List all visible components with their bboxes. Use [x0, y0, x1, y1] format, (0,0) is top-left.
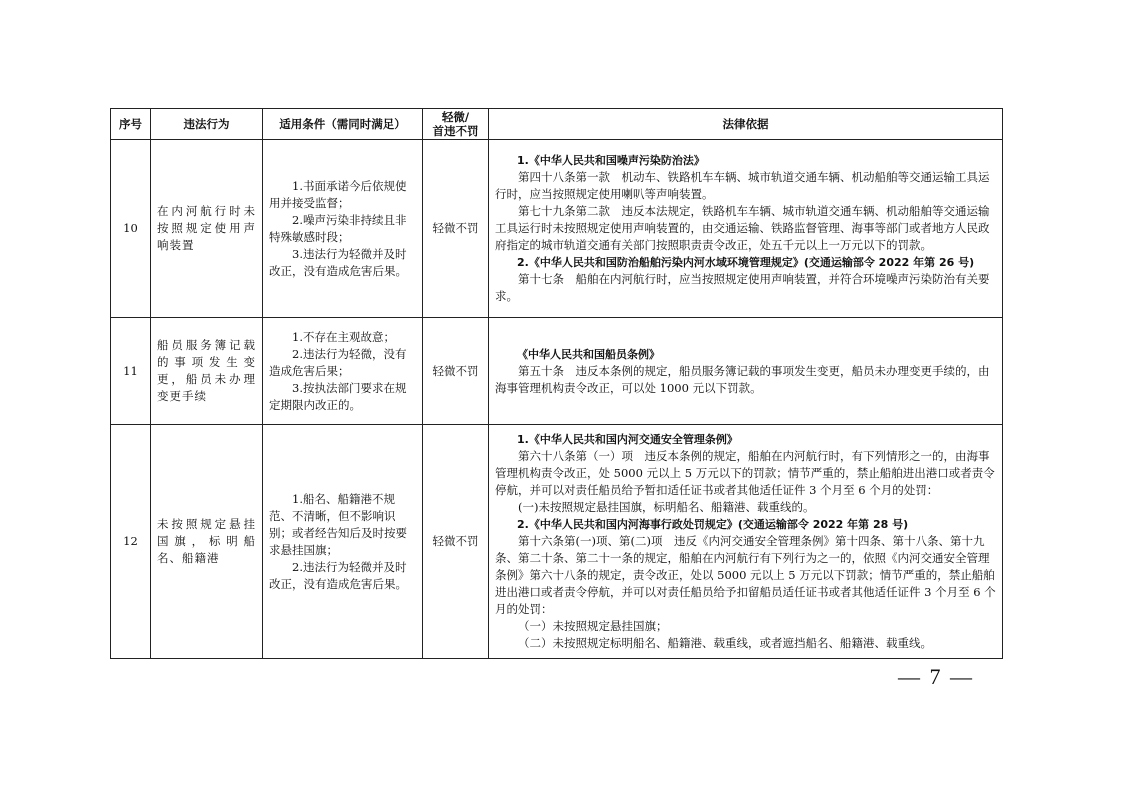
- condition-item: 2.违法行为轻微并及时改正，没有造成危害后果。: [269, 559, 407, 591]
- table-header-row: [111, 109, 1003, 140]
- conditions-cell: [263, 318, 423, 425]
- header-law: 法律依据: [489, 109, 1003, 140]
- row-number: 11: [111, 318, 151, 425]
- penalty-table: [110, 108, 1003, 659]
- law-clause: 第十六条第(一)项、第(二)项 违反《内河交通安全管理条例》第十四条、第十八条、第十九条、第二十条、第二十一条的规定，船舶在内河航行有下列行为之一的，依照《内河交通安全管理条例》第六十八条的规定，责令改正，处以 5000 元以上 5 万元以下罚款；情节严重的，禁止船舶进出港口或者责令停航，并可以对责任船员给予扣留船员适任证书或者其他适任证件 3 个月至 6 个月的处罚：: [495, 534, 996, 616]
- law-clause: 第七十九条第二款 违反本法规定，铁路机车车辆、城市轨道交通车辆、机动船舶等交通运输工具运行时未按照规定使用声响装置的，由交通运输、铁路监督管理、海事等部门或者地方人民政府指定的城市轨道交通有关部门按照职责责令改正，处五千元以上一万元以下的罚款。: [495, 204, 990, 252]
- table-row: [111, 140, 1003, 318]
- table-row: [111, 318, 1003, 425]
- condition-item: 3.按执法部门要求在规定期限内改正的。: [269, 380, 407, 412]
- legal-basis-cell: [489, 318, 1003, 425]
- law-clause: （一）未按照规定悬挂国旗；: [518, 619, 668, 633]
- penalty-type-cell: 轻微不罚: [423, 140, 489, 318]
- law-title: 《中华人民共和国船员条例》: [517, 347, 660, 361]
- row-number: 10: [111, 140, 151, 318]
- header-cond: 适用条件（需同时满足）: [263, 109, 423, 140]
- law-title: 1.《中华人民共和国噪声污染防治法》: [517, 154, 705, 167]
- law-clause: （二）未按照规定标明船名、船籍港、载重线，或者遮挡船名、船籍港、载重线。: [518, 636, 932, 650]
- violation-cell: 在内河航行时未按照规定使用声响装置: [151, 140, 263, 318]
- header-no: 序号: [111, 109, 151, 140]
- violation-cell: 船员服务簿记载的事项发生变更，船员未办理变更手续: [151, 318, 263, 425]
- conditions-cell: [263, 425, 423, 659]
- condition-item: 1.书面承诺今后依规使用并接受监督；: [269, 178, 407, 210]
- law-clause: 第六十八条第（一）项 违反本条例的规定，船舶在内河航行时，有下列情形之一的，由海事管理机构责令改正，处 5000 元以上 5 万元以下的罚款；情节严重的，禁止船舶进出港口或者责令停航，并可以对责任船员给予暂扣适任证书或者其他适任证件 3 个月至 6 个月的处罚：: [495, 449, 995, 497]
- row-number: 12: [111, 425, 151, 659]
- condition-item: 1.船名、船籍港不规范、不清晰，但不影响识别；或者经告知后及时按要求悬挂国旗；: [269, 491, 407, 557]
- law-title: 1.《中华人民共和国内河交通安全管理条例》: [517, 433, 738, 446]
- header-type-line1: 轻微/: [441, 110, 470, 124]
- law-title: 2.《中华人民共和国内河海事行政处罚规定》(交通运输部令 2022 年第 28 号): [517, 518, 909, 531]
- condition-item: 3.违法行为轻微并及时改正，没有造成危害后果。: [269, 246, 407, 278]
- header-type-line2: 首违不罚: [432, 124, 479, 138]
- law-clause: 第十七条 船舶在内河航行时，应当按照规定使用声响装置，并符合环境噪声污染防治有关要求。: [495, 272, 990, 303]
- condition-item: 2.噪声污染非持续且非特殊敏感时段；: [269, 212, 407, 244]
- law-title: 2.《中华人民共和国防治船舶污染内河水域环境管理规定》(交通运输部令 2022 年第 26 号): [517, 256, 975, 269]
- law-clause: (一)未按照规定悬挂国旗，标明船名、船籍港、载重线的。: [518, 500, 815, 514]
- legal-basis-cell: [489, 140, 1003, 318]
- law-clause: 第四十八条第一款 机动车、铁路机车车辆、城市轨道交通车辆、机动船舶等交通运输工具运行时，应当按照规定使用喇叭等声响装置。: [495, 170, 990, 201]
- header-type: [423, 109, 489, 140]
- violation-cell: 未按照规定悬挂国旗，标明船名、船籍港: [151, 425, 263, 659]
- penalty-type-cell: 轻微不罚: [423, 425, 489, 659]
- table-row: [111, 425, 1003, 659]
- penalty-type-cell: 轻微不罚: [423, 318, 489, 425]
- header-act: 违法行为: [151, 109, 263, 140]
- conditions-cell: [263, 140, 423, 318]
- legal-basis-cell: [489, 425, 1003, 659]
- condition-item: 1.不存在主观故意；: [292, 329, 395, 344]
- law-clause: 第五十条 违反本条例的规定，船员服务簿记载的事项发生变更，船员未办理变更手续的，由海事管理机构责令改正，可以处 1000 元以下罚款。: [495, 363, 990, 395]
- page-number: — 7 —: [898, 664, 974, 689]
- condition-item: 2.违法行为轻微，没有造成危害后果；: [269, 346, 407, 378]
